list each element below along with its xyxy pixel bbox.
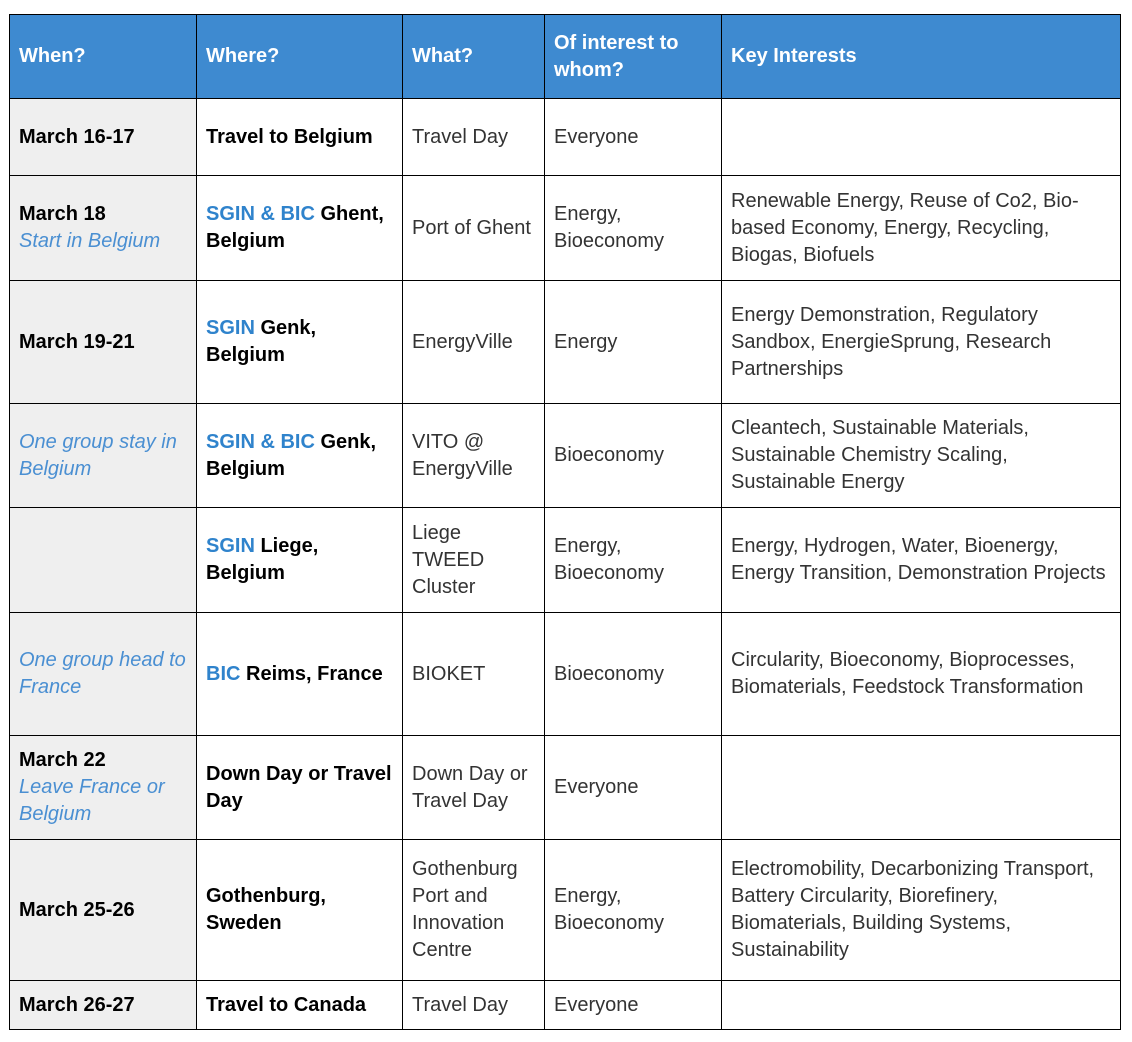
interests-cell: Energy, Hydrogen, Water, Bioenergy, Energy Transition, Demonstration Projects xyxy=(722,508,1121,613)
whom-cell: Energy xyxy=(545,281,722,404)
what-cell: Liege TWEED Cluster xyxy=(403,508,545,613)
table-row xyxy=(10,840,1121,981)
table-row xyxy=(10,281,1121,404)
whom-cell: Energy, Bioeconomy xyxy=(545,508,722,613)
whom-cell: Everyone xyxy=(545,736,722,840)
table-row xyxy=(10,613,1121,736)
whom-cell: Energy, Bioeconomy xyxy=(545,176,722,281)
where-cell xyxy=(197,508,403,613)
when-cell xyxy=(10,404,197,508)
note-text: Leave France or Belgium xyxy=(19,776,165,825)
when-cell xyxy=(10,176,197,281)
what-cell: Travel Day xyxy=(403,981,545,1030)
when-cell xyxy=(10,99,197,176)
program-tag: SGIN xyxy=(206,535,255,557)
location-text: Gothenburg, Sweden xyxy=(206,885,326,934)
when-cell xyxy=(10,508,197,613)
header-what: What? xyxy=(403,15,545,99)
where-cell xyxy=(197,99,403,176)
where-cell xyxy=(197,981,403,1030)
location-text: Reims, France xyxy=(246,662,383,685)
what-cell: Down Day or Travel Day xyxy=(403,736,545,840)
location-text: Liege, Belgium xyxy=(206,535,319,584)
location-text: Down Day or Travel Day xyxy=(206,762,392,812)
whom-cell: Everyone xyxy=(545,99,722,176)
header-when: When? xyxy=(10,15,197,99)
what-cell: VITO @ EnergyVille xyxy=(403,404,545,508)
when-cell xyxy=(10,840,197,981)
interests-cell xyxy=(722,736,1121,840)
header-where: Where? xyxy=(197,15,403,99)
date-text: March 16-17 xyxy=(19,125,135,148)
whom-cell: Everyone xyxy=(545,981,722,1030)
table-row xyxy=(10,176,1121,281)
date-text: March 22 xyxy=(19,749,106,771)
where-cell xyxy=(197,613,403,736)
when-cell xyxy=(10,613,197,736)
what-cell: Port of Ghent xyxy=(403,176,545,281)
date-text: March 19-21 xyxy=(19,330,135,353)
interests-cell: Energy Demonstration, Regulatory Sandbox, EnergieSprung, Research Partnerships xyxy=(722,281,1121,404)
what-cell: Gothenburg Port and Innovation Centre xyxy=(403,840,545,981)
where-cell xyxy=(197,176,403,281)
what-cell: Travel Day xyxy=(403,99,545,176)
date-text: March 26-27 xyxy=(19,993,135,1016)
what-cell: BIOKET xyxy=(403,613,545,736)
location-text: Ghent, Belgium xyxy=(206,203,384,252)
whom-cell: Energy, Bioeconomy xyxy=(545,840,722,981)
whom-cell: Bioeconomy xyxy=(545,613,722,736)
header-interests: Key Interests xyxy=(722,15,1121,99)
when-cell xyxy=(10,736,197,840)
where-cell xyxy=(197,736,403,840)
interests-cell: Renewable Energy, Reuse of Co2, Bio-based Economy, Energy, Recycling, Biogas, Biofuels xyxy=(722,176,1121,281)
itinerary-table xyxy=(9,14,1121,1030)
interests-cell: Circularity, Bioeconomy, Bioprocesses, Biomaterials, Feedstock Transformation xyxy=(722,613,1121,736)
table-row xyxy=(10,99,1121,176)
note-text: Start in Belgium xyxy=(19,230,161,252)
interests-cell: Cleantech, Sustainable Materials, Sustainable Chemistry Scaling, Sustainable Energy xyxy=(722,404,1121,508)
when-cell xyxy=(10,281,197,404)
location-text: Genk, Belgium xyxy=(206,430,377,480)
location-text: Travel to Canada xyxy=(206,993,367,1016)
note-text: One group stay in Belgium xyxy=(19,430,177,480)
date-text: March 18 xyxy=(19,203,106,225)
date-text: March 25-26 xyxy=(19,898,135,921)
whom-cell: Bioeconomy xyxy=(545,404,722,508)
table-row xyxy=(10,508,1121,613)
when-cell xyxy=(10,981,197,1030)
program-tag: SGIN xyxy=(206,317,255,339)
table-row xyxy=(10,981,1121,1030)
location-text: Genk, Belgium xyxy=(206,317,317,366)
program-tag: BIC xyxy=(206,662,241,685)
interests-cell xyxy=(722,981,1121,1030)
program-tag: SGIN & BIC xyxy=(206,430,315,453)
interests-cell: Electromobility, Decarbonizing Transport, Battery Circularity, Biorefinery, Biomaterials, Building Systems, Sustainability xyxy=(722,840,1121,981)
program-tag: SGIN & BIC xyxy=(206,203,315,225)
header-whom: Of interest to whom? xyxy=(545,15,722,99)
where-cell xyxy=(197,404,403,508)
interests-cell xyxy=(722,99,1121,176)
note-text: One group head to France xyxy=(19,649,186,698)
location-text: Travel to Belgium xyxy=(206,125,373,148)
table-row xyxy=(10,736,1121,840)
what-cell: EnergyVille xyxy=(403,281,545,404)
table-row xyxy=(10,404,1121,508)
header-row xyxy=(10,15,1121,99)
where-cell xyxy=(197,840,403,981)
where-cell xyxy=(197,281,403,404)
